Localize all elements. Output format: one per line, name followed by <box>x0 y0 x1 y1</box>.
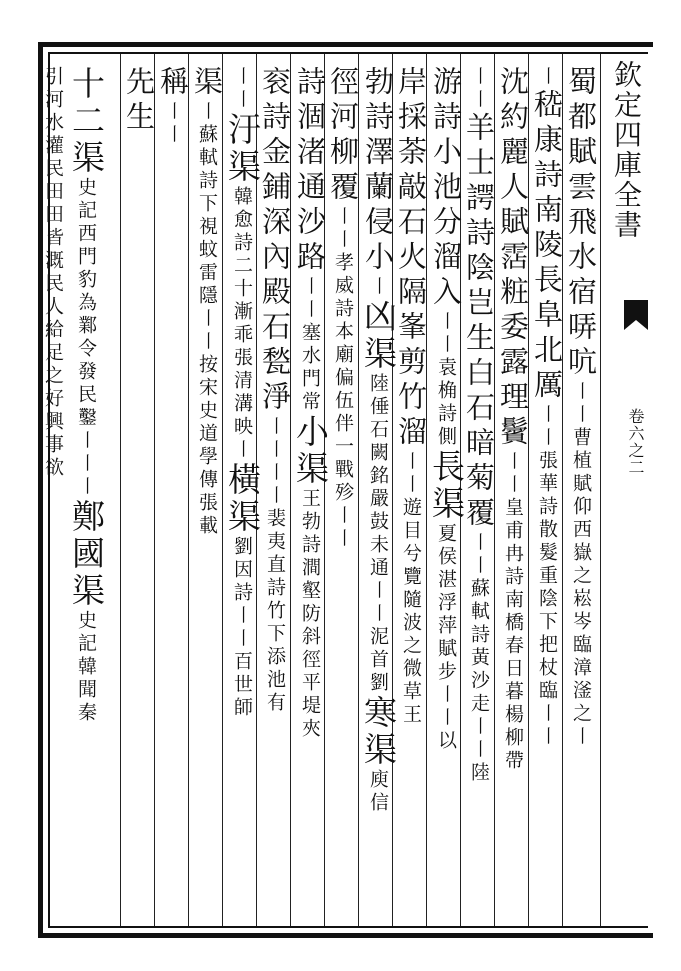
annotation-text: 〡〡 <box>332 505 354 551</box>
text-column <box>326 66 360 551</box>
annotation-text: 庾信 <box>367 769 389 815</box>
fish-tail-mark-icon <box>622 298 650 332</box>
annotation-text: 裴夷直詩竹下添池有 <box>264 508 286 715</box>
annotation-text: 引河水灌民田田皆溉民人給足 <box>42 66 64 365</box>
annotation-text: 〡 <box>570 726 592 749</box>
annotation-text: 史記西門豹為鄴令發民鑿 <box>75 177 97 430</box>
annotation-text: 陸倕石闕銘嚴鼓未通 <box>367 373 389 580</box>
entry-heading: 凶渠 <box>359 299 398 373</box>
annotation-text: 〡皇甫冉詩南橋春日暮楊柳帶 <box>502 474 524 773</box>
text-column <box>530 66 564 749</box>
main-text: 羊士諤詩陰岂生白石暗菊覆 <box>462 112 496 532</box>
text-column <box>394 66 428 727</box>
text-column <box>496 66 530 773</box>
annotation-text: 〡〡 <box>435 684 457 730</box>
annotation-text: 〡〡 <box>332 206 354 252</box>
annotation-text: 〡〡 <box>231 66 253 112</box>
entry-heading: 橫渠 <box>223 462 262 536</box>
entry-heading: 小渠 <box>291 414 330 488</box>
entry-heading: 長渠 <box>427 449 466 523</box>
annotation-text: 王勃詩澗壑防斜徑平堤夾 <box>299 488 321 741</box>
annotation-text: 〡〡 <box>264 416 286 462</box>
annotation-text: 按宋史道學傳張載 <box>196 354 218 538</box>
entry-heading: 汙渠 <box>223 112 262 186</box>
annotation-text: 〡〡 <box>264 462 286 508</box>
annotation-text: 泥首劉 <box>367 626 389 695</box>
annotation-text: 孝威詩本廟偏伍伴一戰殄 <box>332 252 354 505</box>
text-column <box>291 66 330 741</box>
column-rule <box>600 54 601 926</box>
annotation-text: 〡 <box>231 439 253 462</box>
annotation-text: 袁桷詩側 <box>435 357 457 449</box>
main-text: 徑河柳覆 <box>326 66 360 206</box>
text-column <box>258 66 292 715</box>
text-column <box>38 66 67 480</box>
annotation-text: 〡〡 <box>435 311 457 357</box>
annotation-text: 蘇軾詩黃沙走 <box>468 578 490 716</box>
main-text: 岸採荼敲石火隔峯剪竹溜 <box>394 66 428 451</box>
entry-heading: 十二渠 <box>67 66 106 177</box>
annotation-text: 〡 <box>196 101 218 124</box>
main-text: 先生 <box>122 66 156 136</box>
annotation-text: 〡 <box>367 276 389 299</box>
annotation-text: 〡 <box>536 66 558 89</box>
annotation-text: 〡〡 <box>75 430 97 476</box>
annotation-text: 陸 <box>468 762 490 785</box>
main-text: 詩涸渚通沙路 <box>293 66 327 276</box>
annotation-text: 〡 <box>75 476 97 499</box>
annotation-text: 遊目兮覽隨波之微草王 <box>400 497 422 727</box>
text-column <box>427 66 466 753</box>
main-text: 蜀都賦雲飛水宿哢吭 <box>564 66 598 381</box>
annotation-text: 〡〡 <box>367 580 389 626</box>
entry-heading: 鄭國渠 <box>67 499 106 610</box>
annotation-text: 劉因詩 <box>231 536 253 605</box>
main-text: 沈約麗人賦霑粧委露理鬢 <box>496 66 530 451</box>
annotation-text: 〡〡 <box>536 703 558 749</box>
column-rule <box>154 54 155 926</box>
annotation-text: 之好興事欲 <box>42 365 64 480</box>
column-rule <box>188 54 189 926</box>
annotation-text: 以 <box>435 730 457 753</box>
annotation-text: 〡〡 <box>162 101 184 147</box>
text-column <box>462 66 496 785</box>
annotation-text: 〡 <box>299 276 321 299</box>
annotation-text: 〡〡 <box>570 381 592 427</box>
text-column <box>122 66 156 136</box>
annotation-text: 張華詩散髮重陰下把杖臨 <box>536 450 558 703</box>
entry-heading: 寒渠 <box>359 695 398 769</box>
annotation-text: 〡塞水門常 <box>299 299 321 414</box>
annotation-text: 〡〡 <box>231 605 253 651</box>
margin-volume-label: 卷六之二 <box>626 408 645 476</box>
text-column <box>190 66 224 538</box>
annotation-text: 曹植賦仰西嶽之崧岑臨漳滏之 <box>570 427 592 726</box>
text-column <box>359 66 398 815</box>
annotation-text: 蘇軾詩下視蚊雷隱 <box>196 124 218 308</box>
annotation-text: 〡〡 <box>468 532 490 578</box>
main-text: 渠 <box>190 66 224 101</box>
annotation-text: 〡 <box>502 451 524 474</box>
text-column <box>156 66 190 147</box>
main-text: 衮詩金鋪深內殿石甃淨 <box>258 66 292 416</box>
annotation-text: 〡〡 <box>400 451 422 497</box>
annotation-text: 史記韓聞秦 <box>75 610 97 725</box>
annotation-text: 夏侯湛浮萍賦步 <box>435 523 457 684</box>
main-text: 游詩小池分溜入 <box>429 66 463 311</box>
annotation-text: 〡〡 <box>536 404 558 450</box>
main-text: 嵇康詩南陵長阜北厲 <box>530 89 564 404</box>
annotation-text: 百世師 <box>231 651 253 720</box>
annotation-text: 〡〡 <box>468 716 490 762</box>
main-text: 勃詩澤蘭侵小 <box>361 66 395 276</box>
text-column <box>564 66 598 749</box>
margin-book-title: 欽定四庫全書 <box>610 60 643 240</box>
column-rule <box>120 54 121 926</box>
text-column <box>223 66 262 720</box>
annotation-text: 〡〡 <box>468 66 490 112</box>
main-text: 稱 <box>156 66 190 101</box>
annotation-text: 韓愈詩二十漸乖張清溝映 <box>231 186 253 439</box>
text-column <box>67 66 106 725</box>
annotation-text: 〡〡 <box>196 308 218 354</box>
